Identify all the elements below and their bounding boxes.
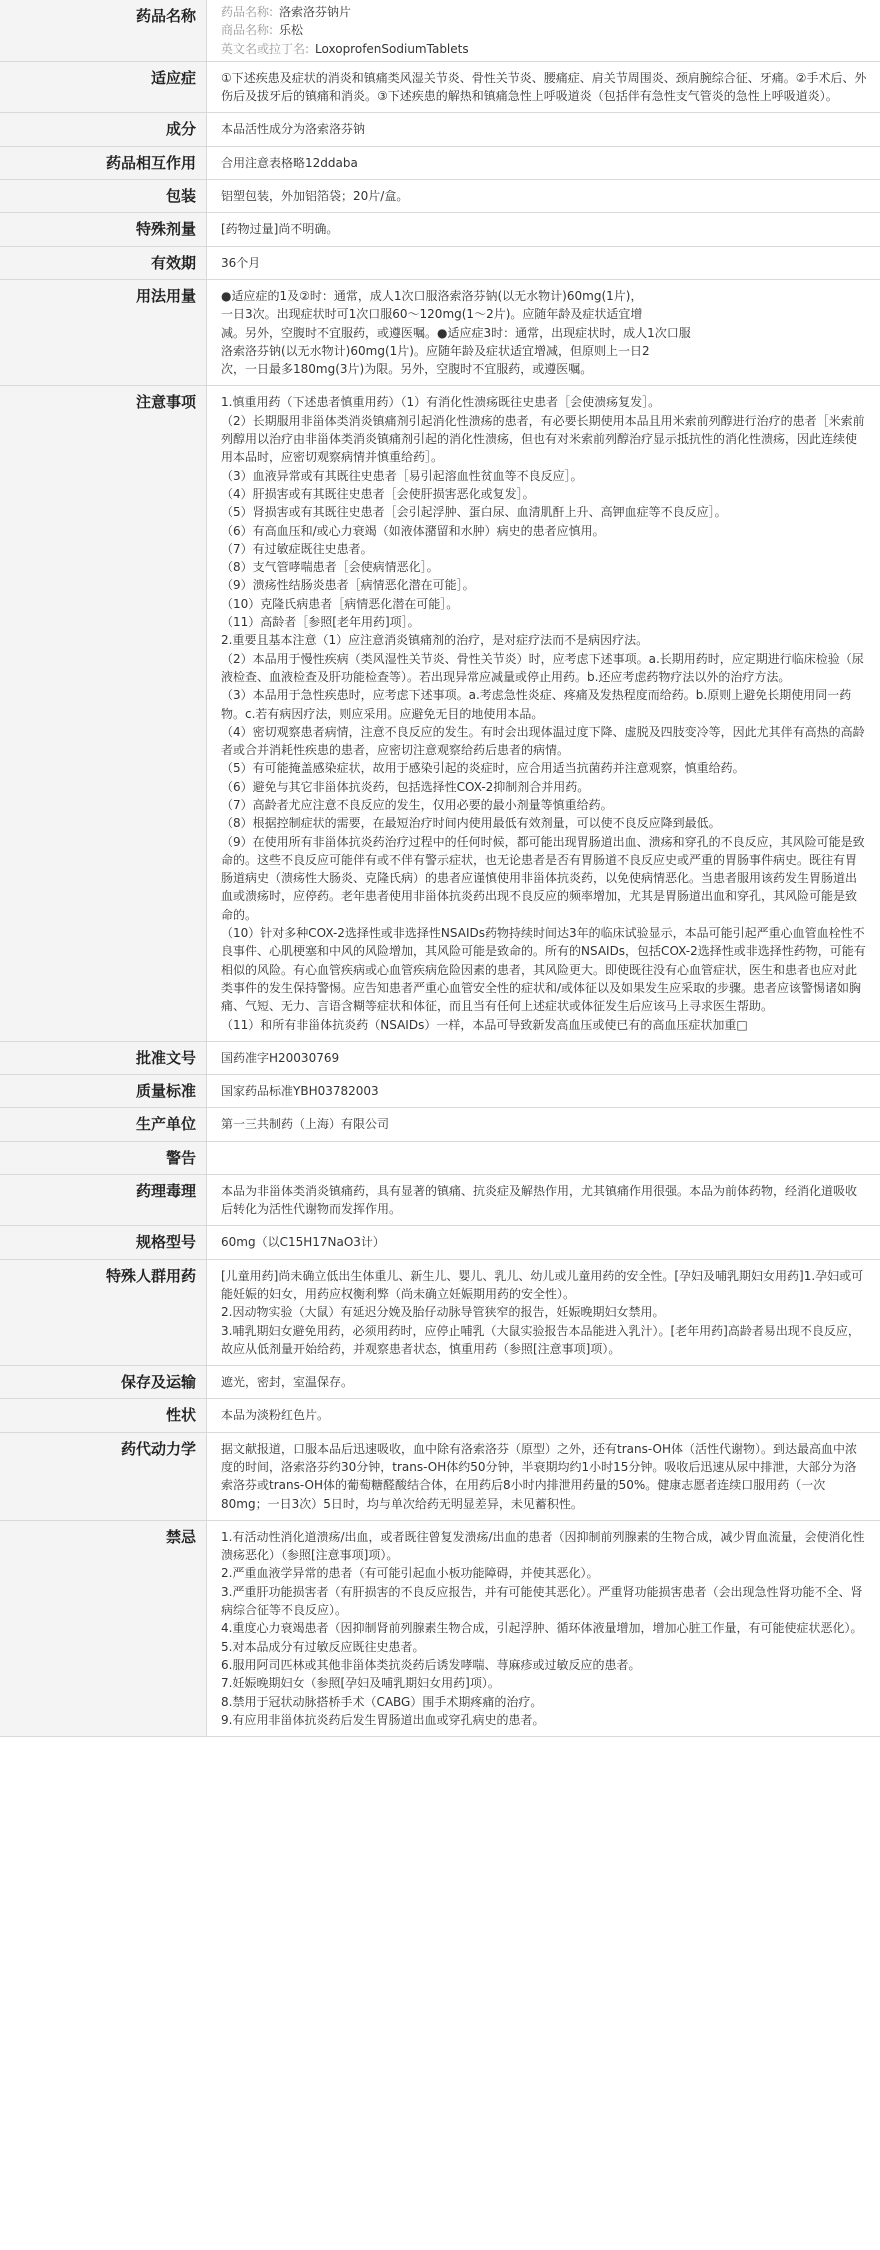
text-line: （4）密切观察患者病情，注意不良反应的发生。有时会出现体温过度下降、虚脱及四肢变冷等，因此尤其伴有高热的高龄者或合并消耗性疾患的患者，应密切注意观察给药后患者的病情。 <box>221 724 865 758</box>
name-line <box>221 40 868 58</box>
name-label: 药品名称 <box>0 0 207 61</box>
text-line: （8）根据控制症状的需要，在最短治疗时间内使用最低有效剂量，可以使不良反应降到最低。 <box>221 816 721 831</box>
text-line: （4）肝损害或有其既往史患者［会使肝损害恶化或复发］。 <box>221 486 535 501</box>
indication-label: 适应症 <box>0 61 207 113</box>
text-line: （2）本品用于慢性疾病（类风湿性关节炎、骨性关节炎）时，应考虑下述事项。a.长期用药时，应定期进行临床检验（尿液检查、血液检查及肝功能检查等）。若出现异常应减量或停止用药。b.还应考虑药物疗法以外的治疗方法。 <box>221 651 864 684</box>
text-line: （3）血液异常或有其既往史患者［易引起溶血性贫血等不良反应］。 <box>221 468 583 483</box>
row-pk <box>0 1432 880 1520</box>
name-key: 药品名称: <box>221 5 274 19</box>
pharmacology-label: 药理毒理 <box>0 1174 207 1226</box>
approval-label: 批准文号 <box>0 1041 207 1074</box>
text-line: 5.对本品成分有过敏反应既往史患者。 <box>221 1639 425 1654</box>
pk-value <box>207 1432 880 1520</box>
text-line: 9.有应用非甾体抗炎药后发生胃肠道出血或穿孔病史的患者。 <box>221 1712 545 1727</box>
text-line: 遮光，密封，室温保存。 <box>221 1375 354 1390</box>
validity-label: 有效期 <box>0 246 207 279</box>
text-line: 3.严重肝功能损害者（有肝损害的不良反应报告，并有可能使其恶化）。严重肾功能损害患者（会出现急性肾功能不全、肾病综合征等不良反应）。 <box>221 1584 863 1618</box>
text-line: （10）克隆氏病患者［病情恶化潜在可能］。 <box>221 596 459 611</box>
dosage-value <box>207 279 880 385</box>
text-line: （6）有高血压和/或心力衰竭（如液体潴留和水肿）病史的患者应慎用。 <box>221 523 605 538</box>
text-line: 合用注意表格略12ddaba <box>221 155 358 170</box>
text-line: 本品为淡粉红色片。 <box>221 1408 330 1423</box>
text-line: 国家药品标准YBH03782003 <box>221 1084 379 1099</box>
standard-value <box>207 1075 880 1108</box>
caution-label: 注意事项 <box>0 386 207 1041</box>
text-line: ●适应症的1及②时：通常，成人1次口服洛索洛芬钠(以无水物计)60mg(1片)， <box>221 288 643 303</box>
name-value <box>207 0 880 61</box>
warning-label: 警告 <box>0 1141 207 1174</box>
standard-label: 质量标准 <box>0 1075 207 1108</box>
text-line: （3）本品用于急性疾患时，应考虑下述事项。a.考虑急性炎症、疼痛及发热程度而给药。b.原则上避免长期使用同一药物。c.若有病因疗法，则应采用。应避免无目的地使用本品。 <box>221 688 852 721</box>
contra-value <box>207 1520 880 1736</box>
spec-label: 规格型号 <box>0 1226 207 1259</box>
text-line: （10）针对多种COX-2选择性或非选择性NSAIDs药物持续时间达3年的临床试验显示，本品可能引起严重心血管血栓性不良事件、心肌梗塞和中风的风险增加，其风险可能是致命的。所有的NSAIDs，包括COX-2选择性或非选择性药物，可能有相似的风险。有心血管疾病或心血管疾病危险因素的患者，其风险更大。即使既往没有心血管症状，医生和患者也应对此类事件的发生保持警惕。应告知患者严重心血管安全性的症状和/或体征以及如果发生应采取的步骤。患者应该警惕诸如胸痛、气短、无力、言语含糊等症状和体征，而且当有任何上述症状或体征发生后应该马上寻求医生帮助。 <box>221 926 866 1014</box>
interaction-value <box>207 146 880 179</box>
row-character <box>0 1399 880 1432</box>
text-line: 1.慎重用药（下述患者慎重用药）（1）有消化性溃疡既往史患者［会使溃疡复发］。 <box>221 395 661 410</box>
text-line: （9）溃疡性结肠炎患者［病情恶化潜在可能］。 <box>221 578 475 593</box>
text-line: 据文献报道，口服本品后迅速吸收，血中除有洛索洛芬（原型）之外，还有trans-OH体（活性代谢物）。到达最高血中浓度的时间，洛索洛芬约30分钟，trans-OH体约50分钟，半衰期均约1小时15分钟。吸收后迅速从尿中排泄，大部分为洛索洛芬或trans-OH体的葡萄糖醛酸结合体，在用药后8小时内排泄用药量的50%。健康志愿者连续口服用药（一次80mg；一日3次）5日时，均与单次给药无明显差异，未见蓄积性。 <box>221 1441 857 1511</box>
overdose-value <box>207 213 880 246</box>
package-label: 包装 <box>0 180 207 213</box>
name-value: LoxoprofenSodiumTablets <box>315 41 469 56</box>
text-line: 2.重要且基本注意（1）应注意消炎镇痛剂的治疗，是对症疗法而不是病因疗法。 <box>221 633 649 648</box>
package-value <box>207 180 880 213</box>
indication-value <box>207 61 880 113</box>
row-standard <box>0 1075 880 1108</box>
text-line: （7）有过敏症既往史患者。 <box>221 541 373 556</box>
name-value: 洛索洛芬钠片 <box>279 5 352 19</box>
manufacturer-value <box>207 1108 880 1141</box>
special-value <box>207 1259 880 1365</box>
text-line: [儿童用药]尚未确立低出生体重儿、新生儿、婴儿、乳儿、幼儿或儿童用药的安全性。[孕妇及哺乳期妇女用药]1.孕妇或可能妊娠的妇女，用药应权衡利弊（尚未确立妊娠期用药的安全性）。 <box>221 1268 864 1301</box>
text-line: （5）肾损害或有其既往史患者［会引起浮肿、蛋白尿、血清肌酐上升、高钾血症等不良反应］。 <box>221 505 727 520</box>
text-line: （5）有可能掩盖感染症状，故用于感染引起的炎症时，应合用适当抗菌药并注意观察，慎重给药。 <box>221 761 745 776</box>
name-key: 英文名或拉丁名: <box>221 41 310 56</box>
interaction-label: 药品相互作用 <box>0 146 207 179</box>
name-line <box>221 21 868 39</box>
storage-label: 保存及运输 <box>0 1366 207 1399</box>
row-name <box>0 0 880 61</box>
text-line: ①下述疾患及症状的消炎和镇痛类风湿关节炎、骨性关节炎、腰痛症、肩关节周围炎、颈肩腕综合征、牙痛。②手术后、外伤后及拔牙后的镇痛和消炎。③下述疾患的解热和镇痛急性上呼吸道炎（包括伴有急性支气管炎的急性上呼吸道炎）。 <box>221 70 867 104</box>
validity-value <box>207 246 880 279</box>
approval-value <box>207 1041 880 1074</box>
storage-value <box>207 1366 880 1399</box>
text-line: 7.妊娠晚期妇女（参照[孕妇及哺乳期妇女用药]项）。 <box>221 1676 500 1691</box>
name-value: 乐松 <box>279 23 304 38</box>
overdose-label: 特殊剂量 <box>0 213 207 246</box>
row-warning <box>0 1141 880 1174</box>
warning-value <box>207 1141 880 1174</box>
dosage-label: 用法用量 <box>0 279 207 385</box>
character-value <box>207 1399 880 1432</box>
pk-label: 药代动力学 <box>0 1432 207 1520</box>
character-label: 性状 <box>0 1399 207 1432</box>
text-line: 6.服用阿司匹林或其他非甾体类抗炎药后诱发哮喘、荨麻疹或过敏反应的患者。 <box>221 1657 641 1672</box>
text-line: （11）高龄者［参照[老年用药]项］。 <box>221 615 420 630</box>
text-line: （7）高龄者尤应注意不良反应的发生，仅用必要的最小剂量等慎重给药。 <box>221 797 613 812</box>
text-line: 3.哺乳期妇女避免用药，必须用药时，应停止哺乳（大鼠实验报告本品能进入乳汁）。[老年用药]高龄者易出现不良反应，故应从低剂量开始给药，并观察患者状态，慎重用药（参照[注意事项]项）。 <box>221 1323 860 1356</box>
row-package <box>0 180 880 213</box>
ingredient-label: 成分 <box>0 113 207 146</box>
caution-value <box>207 386 880 1041</box>
text-line: 减。另外，空腹时不宜服药，或遵医嘱。●适应症3时：通常，出现症状时，成人1次口服 <box>221 325 691 340</box>
text-line: 国药准字H20030769 <box>221 1050 340 1065</box>
text-line: 4.重度心力衰竭患者（因抑制肾前列腺素生物合成，引起浮肿、循环体液量增加，增加心脏工作量，有可能使症状恶化）。 <box>221 1621 863 1636</box>
name-line <box>221 3 868 21</box>
text-line: 第一三共制药（上海）有限公司 <box>221 1117 390 1132</box>
text-line: （11）和所有非甾体抗炎药（NSAIDs）一样，本品可导致新发高血压或使已有的高血压症状加重□ <box>221 1017 748 1032</box>
special-label: 特殊人群用药 <box>0 1259 207 1365</box>
text-line: 36个月 <box>221 255 261 270</box>
text-line: 2.因动物实验（大鼠）有延迟分娩及胎仔动脉导管狭窄的报告，妊娠晚期妇女禁用。 <box>221 1305 665 1320</box>
text-line: （8）支气管哮喘患者［会使病情恶化］。 <box>221 560 439 575</box>
text-line: 铝塑包装，外加铝箔袋；20片/盒。 <box>221 189 409 204</box>
row-interaction <box>0 146 880 179</box>
text-line: 1.有活动性消化道溃疡/出血，或者既往曾复发溃疡/出血的患者（因抑制前列腺素的生物合成，减少胃血流量，会使消化性溃疡恶化）（参照[注意事项]项）。 <box>221 1529 865 1563</box>
ingredient-value <box>207 113 880 146</box>
text-line: （6）避免与其它非甾体抗炎药，包括选择性COX-2抑制剂合并用药。 <box>221 779 590 794</box>
text-line: 本品为非甾体类消炎镇痛药，具有显著的镇痛、抗炎症及解热作用，尤其镇痛作用很强。本品为前体药物，经消化道吸收后转化为活性代谢物而发挥作用。 <box>221 1183 858 1217</box>
row-special <box>0 1259 880 1365</box>
row-storage <box>0 1366 880 1399</box>
row-dosage <box>0 279 880 385</box>
row-indication <box>0 61 880 113</box>
spec-value <box>207 1226 880 1259</box>
row-contra <box>0 1520 880 1736</box>
name-key: 商品名称: <box>221 23 274 38</box>
text-line: 一日3次。出现症状时可1次口服60～120mg(1～2片)。应随年龄及症状适宜增 <box>221 307 643 322</box>
pharmacology-value <box>207 1174 880 1226</box>
text-line: 本品活性成分为洛索洛芬钠 <box>221 122 366 137</box>
text-line: 8.禁用于冠状动脉搭桥手术（CABG）围手术期疼痛的治疗。 <box>221 1694 543 1709</box>
text-line: 洛索洛芬钠(以无水物计)60mg(1片)。应随年龄及症状适宜增减，但原则上一日2 <box>221 343 650 358</box>
row-approval <box>0 1041 880 1074</box>
contra-label: 禁忌 <box>0 1520 207 1736</box>
text-line: 次，一日最多180mg(3片)为限。另外，空腹时不宜服药，或遵医嘱。 <box>221 362 593 377</box>
text-line: （2）长期服用非甾体类消炎镇痛剂引起消化性溃疡的患者，有必要长期使用本品且用米索前列醇进行治疗的患者［米索前列醇用以治疗由非甾体类消炎镇痛剂引起的消化性溃疡，但也有对米索前列醇治疗显示抵抗性的消化性溃疡，因此连续使用本品时，应密切观察病情并慎重给药］。 <box>221 413 865 465</box>
row-caution <box>0 386 880 1041</box>
row-overdose <box>0 213 880 246</box>
text-line: [药物过量]尚不明确。 <box>221 222 339 237</box>
manufacturer-label: 生产单位 <box>0 1108 207 1141</box>
row-manufacturer <box>0 1108 880 1141</box>
text-line: （9）在使用所有非甾体抗炎药治疗过程中的任何时候，都可能出现胃肠道出血、溃疡和穿孔的不良反应，其风险可能是致命的。这些不良反应可能伴有或不伴有警示症状，也无论患者是否有胃肠道不良反应史或严重的胃肠事件病史。既往有胃肠道病史（溃疡性大肠炎、克隆氏病）的患者应谨慎使用非甾体抗炎药，以免使病情恶化。当患者服用该药发生胃肠道出血或溃疡时，应停药。老年患者使用非甾体抗炎药出现不良反应的频率增加，尤其是胃肠道出血和穿孔，其风险可能是致命的。 <box>221 834 865 922</box>
row-validity <box>0 246 880 279</box>
row-spec <box>0 1226 880 1259</box>
row-pharmacology <box>0 1174 880 1226</box>
row-ingredient <box>0 113 880 146</box>
text-line: 60mg（以C15H17NaO3计） <box>221 1235 385 1250</box>
text-line: 2.严重血液学异常的患者（有可能引起血小板功能障碍，并使其恶化）。 <box>221 1566 599 1581</box>
